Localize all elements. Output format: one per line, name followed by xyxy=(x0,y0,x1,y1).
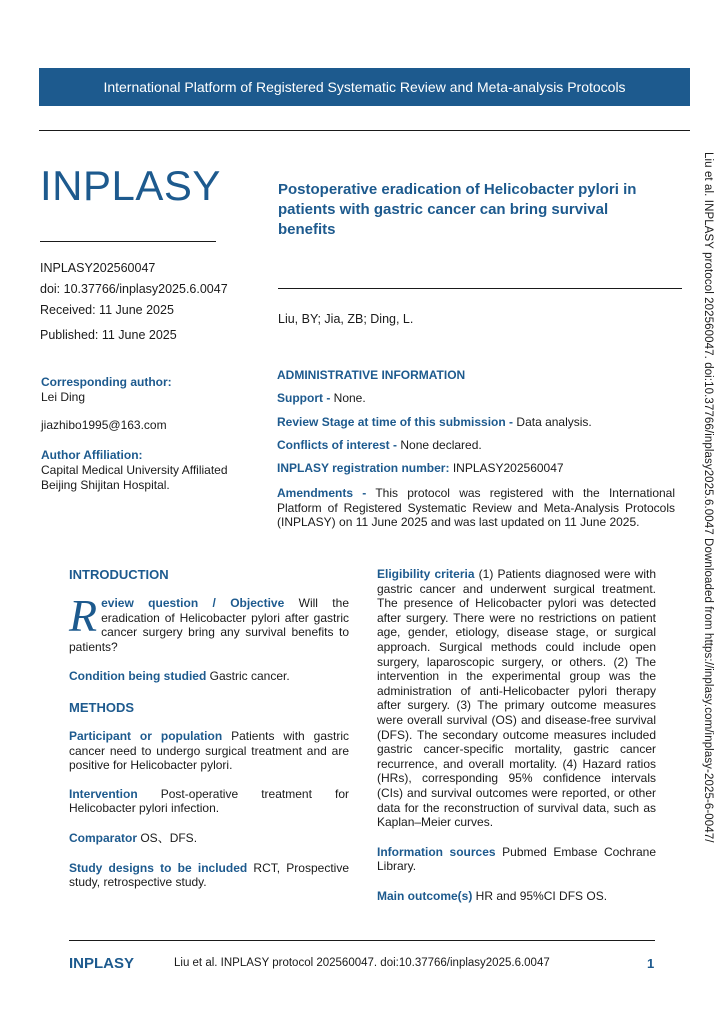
intervention-label: Intervention xyxy=(69,786,138,801)
comparator-label: Comparator xyxy=(69,830,138,845)
amendments-value: This protocol was registered with the International Platform of Registered Systematic Review and Meta-Analysis Protocols (INPLASY) on 11 June 2025 and was last updated on 11 June 2025. xyxy=(277,486,675,529)
admin-amendments xyxy=(277,486,675,530)
admin-conflicts xyxy=(277,438,675,453)
review-question-value: Will the eradication of Helicobacter pylori after gastric cancer surgery bring any survival benefits to patients? xyxy=(69,596,349,654)
comparator xyxy=(69,831,349,846)
study-designs-value: RCT, Prospective study, retrospective study. xyxy=(69,860,349,890)
methods-heading: METHODS xyxy=(69,699,134,715)
condition-value: Gastric cancer. xyxy=(206,669,290,684)
page-number: 1 xyxy=(647,956,655,971)
corresponding-author xyxy=(41,375,241,433)
information-sources-label: Information sources xyxy=(377,844,496,859)
logo-rule xyxy=(40,241,216,242)
footer-rule xyxy=(69,940,655,941)
drop-cap: R xyxy=(69,590,98,641)
received-date: Received: 11 June 2025 xyxy=(40,303,174,317)
conflicts-value: None declared. xyxy=(397,438,482,452)
footer-citation: Liu et al. INPLASY protocol 202560047. doi:10.37766/inplasy2025.6.0047 xyxy=(174,957,550,969)
title-rule xyxy=(278,288,682,289)
information-sources xyxy=(377,845,656,874)
admin-support xyxy=(277,391,675,406)
footer-logo: INPLASY xyxy=(69,955,135,972)
comparator-value: OS、DFS. xyxy=(137,830,198,845)
paper-title: Postoperative eradication of Helicobacter pylori in patients with gastric cancer can bring survival benefits xyxy=(278,181,637,238)
information-sources-value: Pubmed Embase Cochrane Library. xyxy=(377,844,656,874)
participants-label: Participant or population xyxy=(69,728,223,743)
main-outcomes-label: Main outcome(s) xyxy=(377,888,473,903)
review-question xyxy=(69,590,349,654)
intervention xyxy=(69,787,349,816)
conflicts-label: Conflicts of interest - xyxy=(277,438,398,452)
corresponding-author-email[interactable]: jiazhibo1995@163.com xyxy=(41,418,167,432)
left-body-column xyxy=(69,567,349,890)
header-banner: International Platform of Registered Systematic Review and Meta-analysis Protocols xyxy=(39,68,690,106)
participants xyxy=(69,729,349,773)
affiliation-label: Author Affiliation: xyxy=(41,448,143,462)
main-outcomes xyxy=(377,889,656,904)
introduction-heading: INTRODUCTION xyxy=(69,567,169,582)
stage-label: Review Stage at time of this submission - xyxy=(277,415,514,429)
participants-value: Patients with gastric cancer need to undergo surgical treatment and are positive for Helicobacter pylori. xyxy=(69,728,349,773)
admin-heading: ADMINISTRATIVE INFORMATION xyxy=(277,368,466,382)
affiliation-text: Capital Medical University Affiliated Beijing Shijitan Hospital. xyxy=(41,463,228,492)
support-label: Support - xyxy=(277,391,331,405)
author-affiliation xyxy=(41,448,246,493)
stage-value: Data analysis. xyxy=(513,415,592,429)
study-designs xyxy=(69,861,349,890)
registration-value: INPLASY202560047 xyxy=(449,461,564,475)
protocol-id: INPLASY202560047 xyxy=(40,261,156,275)
corresponding-author-label: Corresponding author: xyxy=(41,375,172,389)
study-designs-label: Study designs to be included xyxy=(69,860,248,875)
eligibility-value: (1) Patients diagnosed were with gastric cancer and underwent surgical treatment. The presence of Helicobacter pylori was detected after surgery. There were no restrictions on patient age, gender, etiology, disease stage, or surgical approach. Surgical methods could include open surgery, laparoscopic surgery, or others. (2) The intervention in the experimental group was the administration of anti-Helicobacter pylori therapy after surgery. (3) The primary outcome measures were overall survival (OS) and disease-free survival (DFS). The secondary outcome measures included gastric cancer-specific mortality, gastric cancer recurrence, and overall mortality. (4) Hazard ratios (HRs), corresponding 95% confidence intervals (CIs) and survival outcomes were reported, or other data for the reconstruction of survival data, such as Kaplan–Meier curves. xyxy=(377,567,656,830)
header-rule xyxy=(39,130,690,131)
eligibility-label: Eligibility criteria xyxy=(377,567,475,581)
support-value: None. xyxy=(330,391,366,405)
side-citation: Liu et al. INPLASY protocol 202560047. doi:10.37766/inplasy2025.6.0047 Downloaded from https://inplasy.com/inplasy-2025-6-0047/ xyxy=(702,152,714,843)
admin-registration xyxy=(277,461,675,476)
condition-label: Condition being studied xyxy=(69,669,207,684)
corresponding-author-name: Lei Ding xyxy=(41,390,86,404)
right-body-column xyxy=(377,567,656,903)
condition-studied xyxy=(69,669,349,684)
amendments-label: Amendments - xyxy=(277,486,367,500)
author-list: Liu, BY; Jia, ZB; Ding, L. xyxy=(278,312,414,326)
published-date: Published: 11 June 2025 xyxy=(40,328,177,342)
review-question-label: eview question / Objective xyxy=(101,596,285,610)
intervention-value: Post-operative treatment for Helicobacter pylori infection. xyxy=(69,786,349,816)
admin-stage xyxy=(277,415,675,430)
inplasy-logo: INPLASY xyxy=(40,162,221,209)
protocol-doi[interactable]: doi: 10.37766/inplasy2025.6.0047 xyxy=(40,282,228,296)
main-outcomes-value: HR and 95%CI DFS OS. xyxy=(472,888,608,903)
eligibility-criteria xyxy=(377,567,656,830)
registration-label: INPLASY registration number: xyxy=(277,461,450,475)
